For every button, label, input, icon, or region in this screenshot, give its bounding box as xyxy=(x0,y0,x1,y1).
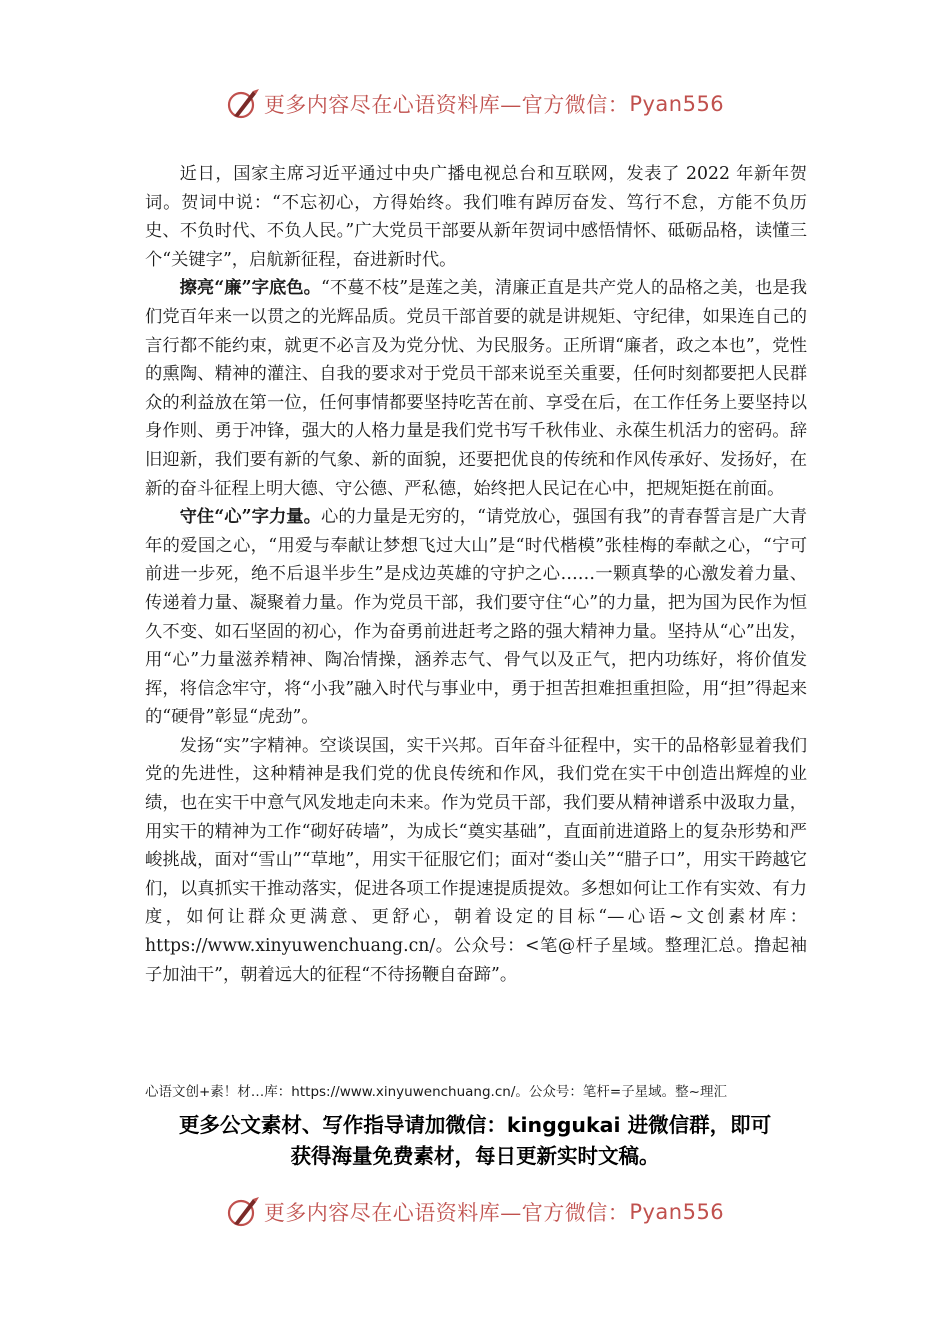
wechat-notice xyxy=(100,1110,850,1172)
quill-pen-logo-icon xyxy=(226,87,260,121)
integrity-heading: 擦亮“廉”字底色。 xyxy=(179,278,321,299)
practice-paragraph: 发扬“实”字精神。空谈误国，实干兴邦。百年奋斗征程中，实干的品格彰显着我们党的先进性，这种精神是我们党的优良传统和作风，我们党在实干中创造出辉煌的业绩，也在实干中意气风发地走向未来。作为党员干部，我们要从精神谱系中汲取力量，用实干的精神为工作“砌好砖墙”，为成长“奠实基础”，直面前进道路上的复杂形势和严峻挑战，面对“雪山”“草地”，用实干征服它们；面对“娄山关”“腊子口”，用实干跨越它们，以真抓实干推动落实，促进各项工作提速提质提效。多想如何让工作有实效、有力度，如何让群众更满意、更舒心，朝着设定的目标“—心语~文创素材库：https://www.xinyuwenchuang.cn/。公众号：<笔@杆子星域。整理汇总。撸起袖子加油干”，朝着远大的征程“不待扬鞭自奋蹄”。 xyxy=(145,735,807,985)
notice-line-1: 更多公文素材、写作指导请加微信：kinggukai 进微信群，即可 xyxy=(178,1113,772,1137)
header-wechat-id: Pyan556 xyxy=(629,92,725,116)
article-body xyxy=(145,160,807,989)
integrity-body: “不蔓不枝”是莲之美，清廉正直是共产党人的品格之美，也是我们党百年来一以贯之的光辉品质。党员干部首要的就是讲规矩、守纪律，如果连自己的言行都不能约束，就更不必言及为党分忧、为民服务。正所谓“廉者，政之本也”，党性的熏陶、精神的灌注、自我的要求对于党员干部来说至关重要，任何时刻都要把人民群众的利益放在第一位，任何事情都要坚持吃苦在前、享受在后，在工作任务上要坚持以身作则、勇于冲锋，强大的人格力量是我们党书写千秋伟业、永葆生机活力的密码。辞旧迎新，我们要有新的气象、新的面貌，还要把优良的传统和作风传承好、发扬好，在新的奋斗征程上明大德、守公德、严私德，始终把人民记在心中，把规矩挺在前面。 xyxy=(145,278,807,499)
header-banner-text: 更多内容尽在心语资料库—官方微信： xyxy=(263,93,630,117)
header-banner xyxy=(0,84,950,124)
heart-body: 心的力量是无穷的，“请党放心，强国有我”的青春誓言是广大青年的爱国之心，“用爱与奉献让梦想飞过大山”是“时代楷模”张桂梅的奉献之心，“宁可前进一步死，绝不后退半步生”是戍边英雄的守护之心……一颗真挚的心激发着力量、传递着力量、凝聚着力量。作为党员干部，我们要守住“心”的力量，把为国为民作为恒久不变、如石坚固的初心，作为奋勇前进赶考之路的强大精神力量。坚持从“心”出发，用“心”力量滋养精神、陶冶情操，涵养志气、骨气以及正气，把内功练好，将价值发挥，将信念牢守，将“小我”融入时代与事业中，勇于担苦担难担重担险，用“担”得起来的“硬骨”彰显“虎劲”。 xyxy=(145,507,807,728)
integrity-paragraph xyxy=(145,274,807,503)
footer-banner-text: 更多内容尽在心语资料库—官方微信： xyxy=(263,1201,630,1225)
notice-line-2: 获得海量免费素材，每日更新实时文稿。 xyxy=(290,1144,660,1168)
intro-paragraph: 近日，国家主席习近平通过中央广播电视总台和互联网，发表了 2022 年新年贺词。贺词中说：“不忘初心，方得始终。我们唯有踔厉奋发、笃行不怠，方能不负历史、不负时代、不负人民。”广大党员干部要从新年贺词中感悟情怀、砥砺品格，读懂三个“关键字”，启航新征程，奋进新时代。 xyxy=(145,164,807,270)
source-line: 心语文创+素！材…库：https://www.xinyuwenchuang.cn/。公众号：笔杆=子星域。整~理汇 xyxy=(145,1084,727,1100)
footer-wechat-id: Pyan556 xyxy=(629,1200,725,1224)
quill-pen-logo-icon xyxy=(226,1195,260,1229)
footer-banner xyxy=(0,1192,950,1232)
heart-paragraph xyxy=(145,503,807,732)
heart-heading: 守住“心”字力量。 xyxy=(179,507,321,528)
